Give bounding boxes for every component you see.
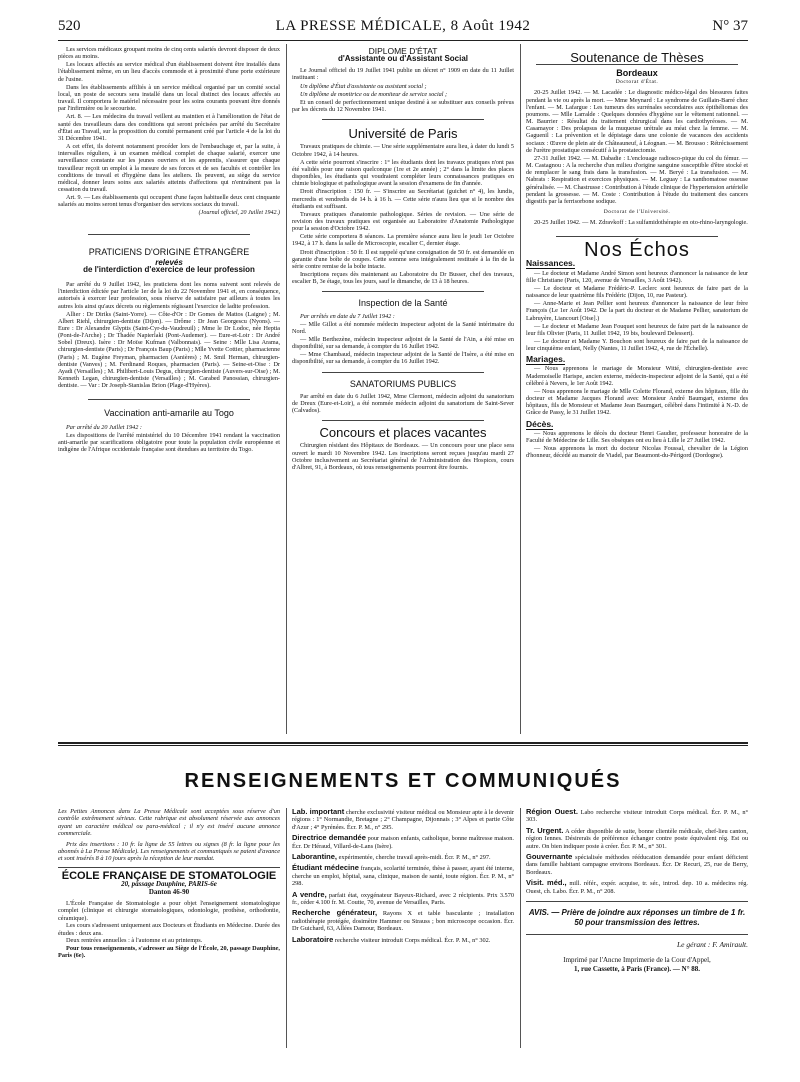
band-rule-top <box>58 742 748 744</box>
paragraph: Par arrêté du 9 Juillet 1942, les praticiens dont les noms suivent sont relevés de l'interdiction édictée par l'article 1er de la loi du 22 Novembre 1941 et, en conséquence, autorisés à exercer leur profession, sous réserve de satisfaire par ailleurs à toutes les autres lois ainsi qu'aux décrets ou règlements régissant l'exercice de ladite profession. <box>58 281 280 310</box>
concours-title: Concours et places vacantes <box>319 425 487 441</box>
paragraph: Les locaux affectés au service médical d'un établissement doivent être installés dans l'établissement même, en un lieu d'accès commode et à proximité d'une porte extérieure de l'usine. <box>58 61 280 83</box>
classified-column-3 <box>526 808 748 1068</box>
ad-lead: A vendre, <box>292 889 327 899</box>
praticiens-subtitle-2: de l'interdiction d'exercice de leur profession <box>83 264 255 274</box>
column-1 <box>58 46 280 736</box>
classified-ad <box>292 909 514 932</box>
classified-tarif: Prix des insertions : 10 fr. la ligne de 55 lettres ou signes (8 fr. la ligne pour les abonnés à La Presse Médicale). Les renseignements et communiqués se paient d'avance et sont insérés 8 à 10 jours après la réception de leur mandat. <box>58 840 280 863</box>
section-rule <box>88 234 250 235</box>
ad-lead: Laboratoire <box>292 934 334 944</box>
nos-echos-title: Nos Échos <box>584 239 690 262</box>
column-divider-2 <box>520 44 521 734</box>
paragraph: Un diplôme d'État d'assistante ou assistant social ; <box>300 82 427 90</box>
paragraph: — Mme Chambaud, médecin inspecteur adjoint de la Santé de l'Isère, a été mise en disponibilité, sur sa demande, à compter du 16 Juillet 1942. <box>292 351 514 366</box>
renseignements-title: RENSEIGNEMENTS ET COMMUNIQUÉS <box>184 770 622 792</box>
classified-ad <box>292 834 514 850</box>
paragraph: Allier : Dr Diriks (Saint-Yorre). — Côte-d'Or : Dr Gomes de Mattos (Laigne) ; M. Albert Riehl, chirurgien-dentiste (Dijon). — Drôme : Dr Jean Georgescu (Nyons). — Eure : Dr Alexandre Glyptis (Saint-Cyr-du-Vaudreuil) ; Mme le Dr Lodoc, née Heptia (Pont-de-l'Arche) ; Dr Thadée Napierlaki (Pont-Audemer). — Eure-et-Loir : Dr André Sobel (Dreux). Isère : Dr Moïse Kufman (Valbonnais). — Seine : Mlle Lisa Arama, chirurgien-dentiste (Paris) ; Dr François Baup (Paris) ; Mlle Yvette Cottier, pharmacienne (Paris) ; M. Eugène Freyman, pharmacien (Asnières) ; M. Smil Herman, chirurgien-dentiste (Vanves) ; M. Ferdinand Roques, pharmacien (Paris). — Seine-et-Oise : Dr Ayadi (Versailles) ; M. Philibert-Louis Degus, chirurgien-dentiste (Auvers-sur-Oise) ; M. Kenneth Legan, chirurgien-dentiste (Versailles) ; M. Carabed Panossian, chirurgien-dentiste. — Var : Dr Joseph-Stanislas Brion (Plage-d'Hyères). <box>58 310 280 390</box>
paragraph: Un diplôme de monitrice ou de moniteur de service social ; <box>300 90 448 98</box>
ecole-phone: Danton 46-90 <box>148 887 190 896</box>
paragraph: Par arrêté du 20 Juillet 1942 : <box>66 423 142 431</box>
paragraph: — Mlle Gillot a été nommée médecin inspecteur adjoint de la Santé intérimaire du Nord. <box>292 320 514 335</box>
ad-lead: Lab. important <box>292 808 345 816</box>
paragraph: A cet effet, ils doivent notamment procéder lors de l'embauchage et, par la suite, à intervalles réguliers, à un examen médical complet de chaque salarié, exercer une surveillance constante sur les jeunes ouvriers et les apprentis, s'assurer que chaque travailleur reçoit un emploi à la mesure de ses forces et de ses facultés et contrôler les conditions de travail et d'hygiène dans les ateliers. Ils peuvent, au siège du service médical, donner leurs soins aux salariés atteints d'affections qui n'entraînent pas la cessation du travail. <box>58 143 280 193</box>
paragraph: — Anne-Marie et Jean Pellier sont heureux d'annoncer la naissance de leur frère François (Le 1er Août 1942. De la part du docteur et de Madame Pellier, sanatorium de Labruyère, Liancourt [Oise].) <box>526 300 748 322</box>
soutenance-title: Soutenance de Thèses <box>570 50 704 65</box>
paragraph: Et un conseil de perfectionnement unique destiné à se substituer aux conseils prévus par les décrets du 12 Novembre 1941. <box>292 98 514 114</box>
diplome-title: DIPLOME D'ÉTAT <box>368 46 438 56</box>
col1-article-text <box>58 46 280 218</box>
source-signature: (Journal officiel, 20 Juillet 1942.) <box>198 210 280 217</box>
paragraph: — Nous apprenons la mort du docteur Nicolas Foussal, chevalier de la Légion d'honneur, décédé au manoir de Viadel, par Beaumont-du-Périgord (Dordogne). <box>526 445 748 460</box>
sanatoriums-title: SANATORIUMS PUBLICS <box>349 378 457 389</box>
column-2 <box>292 46 514 736</box>
paragraph: Art. 8. — Les médecins du travail veillent au maintien et à l'amélioration de l'état de santé des travailleurs dans des conditions qui seront précisées par arrêté du Secrétaire d'État au Travail, sur la proposition du comité permanent créé par l'article 4 de la loi du 31 Décembre 1941. <box>58 113 280 142</box>
paragraph: — Nous apprenons le mariage de Mlle Colette Florand, externe des hôpitaux, fille du docteur et Madame Jacques Florand avec Monsieur André Baumgart, externe des hôpitaux, fils de Monsieur et Madame Jean Baumgart, célébré dans l'intimité à N.-D. de Grâce de Passy, le 31 Juillet 1942. <box>526 387 748 417</box>
paragraph: L'École Française de Stomatologie a pour objet l'enseignement stomatologique complet (clinique et chirurgie stomatologiques, odontologie, prothèse, orthodontie, céramique). <box>58 900 280 922</box>
classified-ad <box>526 879 748 895</box>
ecole-address: 20, passage Dauphine, PARIS-6e <box>121 880 217 889</box>
ad-text: expérimentée, cherche travail après-midi. Écr. P. M., n° 297. <box>338 854 491 862</box>
paragraph: A cette série pourront s'inscrire : 1° les étudiants dont les travaux pratiques n'ont pas été validés pour une raison quelconque (1re et 2e année) ; 2° dans la limite des places disponibles, les étudiants qui voudraient compléter leurs connaissances pratiques en chimie biologique et pathologique avant la session d'examens de fin d'année. <box>292 158 514 188</box>
paragraph: Cette série comportera 8 séances. La première séance aura lieu le jeudi 1er Octobre 1942, à 17 h. dans la salle de Microscopie, escalier C, dernier étage. <box>292 233 514 248</box>
ad-lead: Visit. méd., <box>526 878 567 888</box>
bottom-divider-1 <box>286 808 287 1048</box>
diplome-subtitle: d'Assistante ou d'Assistant Social <box>337 54 469 64</box>
paragraph: Droit d'inscription : 150 fr. — S'inscrire au Secrétariat (guichet n° 4), les lundis, mercredis et vendredis de 14 h. à 16 h. — Cette série n'aura lieu que si le nombre des étudiants est suffisant. <box>292 188 514 210</box>
classified-ad <box>292 891 514 907</box>
naissances-label <box>526 260 748 267</box>
mariages-label-text: Mariages. <box>526 354 566 365</box>
doctorat-univ-label: Doctorat de l'Université. <box>603 208 671 215</box>
paragraph: — Le docteur et Madame Y. Bouchon sont heureux de faire part de la naissance de leur cinquième enfant, Nelly (Nantes, 11 Juillet 1942, 4, rue de l'Échelle). <box>526 338 748 353</box>
paragraph: — Nous apprenons le décès du docteur Henri Gaudier, professeur honoraire de la Faculté de Médecine de Lille. Ses obsèques ont eu lieu à Lille le 27 Juillet 1942. <box>526 429 748 444</box>
ad-lead: Tr. Urgent. <box>526 825 564 835</box>
classified-ad <box>526 827 748 850</box>
section-rule <box>322 372 484 373</box>
inspection-title: Inspection de la Santé <box>358 298 448 309</box>
ad-lead: Étudiant médecine <box>292 863 359 873</box>
classified-ad <box>526 853 748 876</box>
paragraph: Pour tous renseignements, s'adresser au Siège de l'École, 20, passage Dauphine, Paris (6e). <box>58 944 280 959</box>
header-rule <box>58 40 748 41</box>
issue-number: N° 37 <box>712 18 748 34</box>
doctorat-etat-label: Doctorat d'État. <box>615 79 659 86</box>
ad-text: Labo recherche visiteur introduit Corps médical. Écr. P. M., n° 303. <box>526 809 748 824</box>
section-rule <box>58 867 280 868</box>
section-rule <box>322 119 484 120</box>
journal-title: LA PRESSE MÉDICALE, 8 Août 1942 <box>275 18 531 34</box>
vaccination-title: Vaccination anti-amarile au Togo <box>104 408 234 419</box>
page-number: 520 <box>58 18 81 34</box>
paragraph: Les dispositions de l'arrêté ministériel du 10 Décembre 1941 rendant la vaccination anti-amarile par scarifications obligatoire pour toute la population civile européenne et indigène de l'Afrique occidentale française sont étendues au territoire du Togo. <box>58 431 280 454</box>
ad-text: A céder disponible de suite, bonne clientèle médicale, chef-lieu canton, région Iennes. Désireraïs de préférence échanger contre poste équivalent rég. Est ou autre. On bien indiquer poste à créer. Écr. P. M., n° 301. <box>526 827 748 850</box>
paragraph: 20-25 Juillet 1942. — M. Zdravkoff : La sulfamidothérapie en oto-rhino-laryngologie. <box>534 219 748 227</box>
avis-notice: AVIS. — Prière de joindre aux réponses un timbre de 1 fr. 50 pour transmission des lettres. <box>528 908 746 928</box>
ad-text: français, scolarité terminée, thèse à passer, ayant été interne, cherche un emploi, hôpital, sana, clinique, maison de santé, toute région. Écr. P. M., n° 298. <box>292 865 514 888</box>
paragraph: 20-25 Juillet 1942. — M. Lacadée : Le diagnostic médico-légal des blessures faites pendant la vie ou après la mort. — Mme Meynard : Le syndrome de Guillain-Barré chez l'enfant. — M. Lafargue : Les tumeurs des surrénales secondaires aux épithéliomas des poumons. — Mlle Larralde : Quelques données d'hygiène sur le vêtement rationnel. — M. Baurrier : Résultat du traitement chirurgical dans les cardiothyréoses. — M. Casamayor : Des prolapsus de la muqueuse urétrale au méat chez la femme. — M. Gaguenil : La prévention et le dépistage dans une colonie de vacances des accidents sociaux : Œuvre de plein air de Châteauneuf, à Léognan. — M. Brousso : Rétrécissement de l'urètre prostatique consécutif à la prostatectomie. <box>526 89 748 154</box>
section-rule <box>322 420 484 421</box>
band-rule-bottom <box>58 745 748 746</box>
classified-intro: Les Petites Annonces dans La Presse Médicale sont acceptées sous réserve d'un contrôle extrêmement sérieux. Cette rubrique est absolument réservée aux annonces ayant un caractère médical ou para-médical ; il n'y est inséré aucune annonce commerciale. <box>58 808 280 838</box>
deces-label-text: Décès. <box>526 418 554 429</box>
paragraph: Inscriptions reçues dès maintenant au Laboratoire du Dr Busser, chef des travaux, escalier B, 3e étage, tous les jours, sauf le dimanche, de 13 à 18 heures. <box>292 271 514 286</box>
ad-lead: Gouvernante <box>526 852 573 862</box>
classified-column-2 <box>292 808 514 1068</box>
classified-ad <box>292 936 514 944</box>
ad-text: Rayons X et table basculante ; installation radiothérapie protégée, dosimètre Hammer ou Strauss ; bon microscope occasion. Écr. Dr Guichard, 63, Allées Damour, Bordeaux. <box>292 910 514 933</box>
paragraph: Les services médicaux groupant moins de cinq cents salariés devront disposer de deux pièces au moins. <box>58 46 280 61</box>
paragraph: Art. 9. — Les établissements qui occupent d'une façon habituelle deux cent cinquante salariés au moins seront tenus d'organiser des services sociaux du travail. <box>58 194 280 209</box>
ad-text: mill. référ., expér. acquise, tr. sér., introd. dep. 10 a. médecins rég. Ouest, ch. Labo. Écr. P. M., n° 208. <box>526 880 748 895</box>
ad-text: spécialisée méthodes rééducation demandée pour enfant déficient dans famille habitant campagne environs Bordeaux. Écr. Dr Recuri, 25, rue de Berry, Bordeaux. <box>526 854 748 876</box>
section-rule <box>526 934 748 935</box>
ecole-title: ÉCOLE FRANÇAISE DE STOMATOLOGIE <box>61 869 277 882</box>
section-rule <box>526 901 748 902</box>
classified-ad <box>292 808 514 831</box>
column-3 <box>526 46 748 736</box>
soutenance-city: Bordeaux <box>616 68 658 79</box>
universite-title: Université de Paris <box>348 126 458 142</box>
paragraph: Par arrêtés en date du 7 Juillet 1942 : <box>300 312 395 320</box>
paragraph: — Le docteur et Madame Frédéric-P. Leclerc sont heureux de faire part de la naissance de leur quatrième fils Frédéric (Dijon, 10, rue Pasteur). <box>526 284 748 300</box>
classified-column-1 <box>58 808 280 1068</box>
paragraph: 27-31 Juillet 1942. — M. Dabadie : L'enclouage radiosco-pique du col du fémur. — M. Castagnou : A la recherche d'un milieu d'origine sanguine susceptible d'être stocké et de remplacer le sang frais dans la transfusion. — M. Beryé : La transfusion. — M. Nabrats : Respiration et exercices physiques. — M. Leguay : La xanthomatose osseuse généralisée. — M. Chastrusse : Contribution à l'étude clinique de l'hypertension artérielle pendant la grossesse. — M. Coste : Contribution à l'étude du traitement des cancers digestifs par la ferrisorbone sodique. <box>526 154 748 205</box>
paragraph: Travaux pratiques d'anatomie pathologique. Séries de revision. — Une série de revision des travaux pratiques est organisée au Laboratoire d'Anatomie Pathologique pour la session d'Octobre 1942. <box>292 210 514 233</box>
ad-lead: Recherche générateur, <box>292 908 378 918</box>
imprimeur-line-1: Imprimé par l'Ancne Imprimerie de la Cour d'Appel, <box>563 956 711 965</box>
naissances-label-text: Naissances. <box>526 258 576 269</box>
mariages-label <box>526 356 748 363</box>
ad-text: cherche exclusivité visiteur médical ou Monsieur apte à le devenir régions : 1° Normandie, Bretagne ; 2° Champagne, Dijonnais ; 3° Alpes et partie Côte d'Azur ; 4° Pyrénées. Écr. P. M., n° 295. <box>292 809 514 831</box>
paragraph: Par arrêté en date du 6 Juillet 1942, Mme Clermont, médecin adjoint du sanatorium de Dreux (Eure-et-Loir), a été nommée médecin adjoint du sanatorium de Saint-Sever (Calvados). <box>292 392 514 415</box>
page-header <box>58 18 748 38</box>
ad-lead: Région Ouest. <box>526 808 578 816</box>
classified-ad <box>292 864 514 887</box>
paragraph: — Mlle Berthezène, médecin inspecteur adjoint de la Santé de l'Ain, a été mise en disponibilité, sur sa demande, à compter du 16 Juillet 1942. <box>292 336 514 351</box>
section-rule <box>322 291 484 292</box>
ad-lead: Laborantine, <box>292 852 338 862</box>
praticiens-subtitle-1: relevés <box>155 257 183 267</box>
paragraph: Les cours s'adressent uniquement aux Docteurs et Étudiants en Médecine. Durée des études : deux ans. <box>58 922 280 937</box>
column-divider-1 <box>286 44 287 734</box>
gerant-line: Le gérant : F. Amirault. <box>677 940 748 950</box>
ad-text: recherche visiteur introduit Corps médical. Écr. P. M., n° 302. <box>334 936 491 944</box>
imprimeur-line-2: 1, rue Cassette, à Paris (France). — N° 88. <box>573 965 701 974</box>
deces-label <box>526 418 748 429</box>
paragraph: Travaux pratiques de chimie. — Une série supplémentaire aura lieu, à dater du lundi 5 Octobre 1942, à 14 heures. <box>292 143 514 158</box>
paragraph: Droit d'inscription : 50 fr. Il est rappelé qu'une consignation de 50 fr. est demandée en garantie d'une boîte de coupes. Cette somme sera intégralement restituée à la fin de la série contre remise de la boîte intacte. <box>292 248 514 270</box>
section-rule <box>88 399 250 400</box>
ad-text: pour maison enfants, catholique, bonne maîtresse maison. Écr. Dr Héraud, Villard-de-Lans (Isère). <box>292 835 514 850</box>
paragraph: — Nous apprenons le mariage de Monsieur Witté, chirurgien-dentiste avec Mademoiselle Harispe, ancien externe, médecin-inspecteur adjoint de la Santé, qui a été célébré à Nevers, le 1er Août 1942. <box>526 365 748 387</box>
paragraph: Dans les établissements affiliés à un service médical organisé par un comité social local, un poste de secours sera installé dans un local distinct des locaux affectés au travail. Il comportera le matériel nécessaire pour les soins courants pouvant être donnés par l'infirmière ou le secouriste. <box>58 83 280 113</box>
ad-text: parfait état, oxygénateur Bayeux-Richard, avec 2 récipients. Prix 3.570 fr., céder 4.100 fr. M. Coutte, 70, avenue de Versailles, Paris. <box>292 891 514 907</box>
paragraph: Chirurgien résidant des Hôpitaux de Bordeaux. — Un concours pour une place sera ouvert le mardi 10 Novembre 1942. Les inscriptions seront reçues jusqu'au mardi 27 Octobre inclusivement au Secrétariat général de l'Administration des Hospices, cours d'Albret, 91, à Bordeaux, où tous renseignements pourront être fournis. <box>292 442 514 471</box>
paragraph: Le Journal officiel du 19 Juillet 1941 publie un décret n° 1909 en date du 11 Juillet instituant : <box>292 67 514 82</box>
classified-ad <box>526 808 748 824</box>
paragraph: Deux rentrées annuelles : à l'automne et au printemps. <box>66 937 203 945</box>
section-rule <box>556 236 718 237</box>
praticiens-title: PRATICIENS D'ORIGINE ÉTRANGÈRE <box>88 246 250 257</box>
ad-lead: Directrice demandée <box>292 833 366 843</box>
classified-ad <box>292 853 514 861</box>
paragraph: — Le docteur et Madame Jean Fouquet sont heureux de faire part de la naissance de leur fils Olivier (Paris, 11 Juillet 1942, 19 bis, boulevard Delessert). <box>526 322 748 337</box>
bottom-divider-2 <box>520 808 521 1048</box>
paragraph: — Le docteur et Madame André Simon sont heureux d'annoncer la naissance de leur fille Christiane (Paris, 120, avenue de Versailles, 3 Août 1942). <box>526 269 748 284</box>
